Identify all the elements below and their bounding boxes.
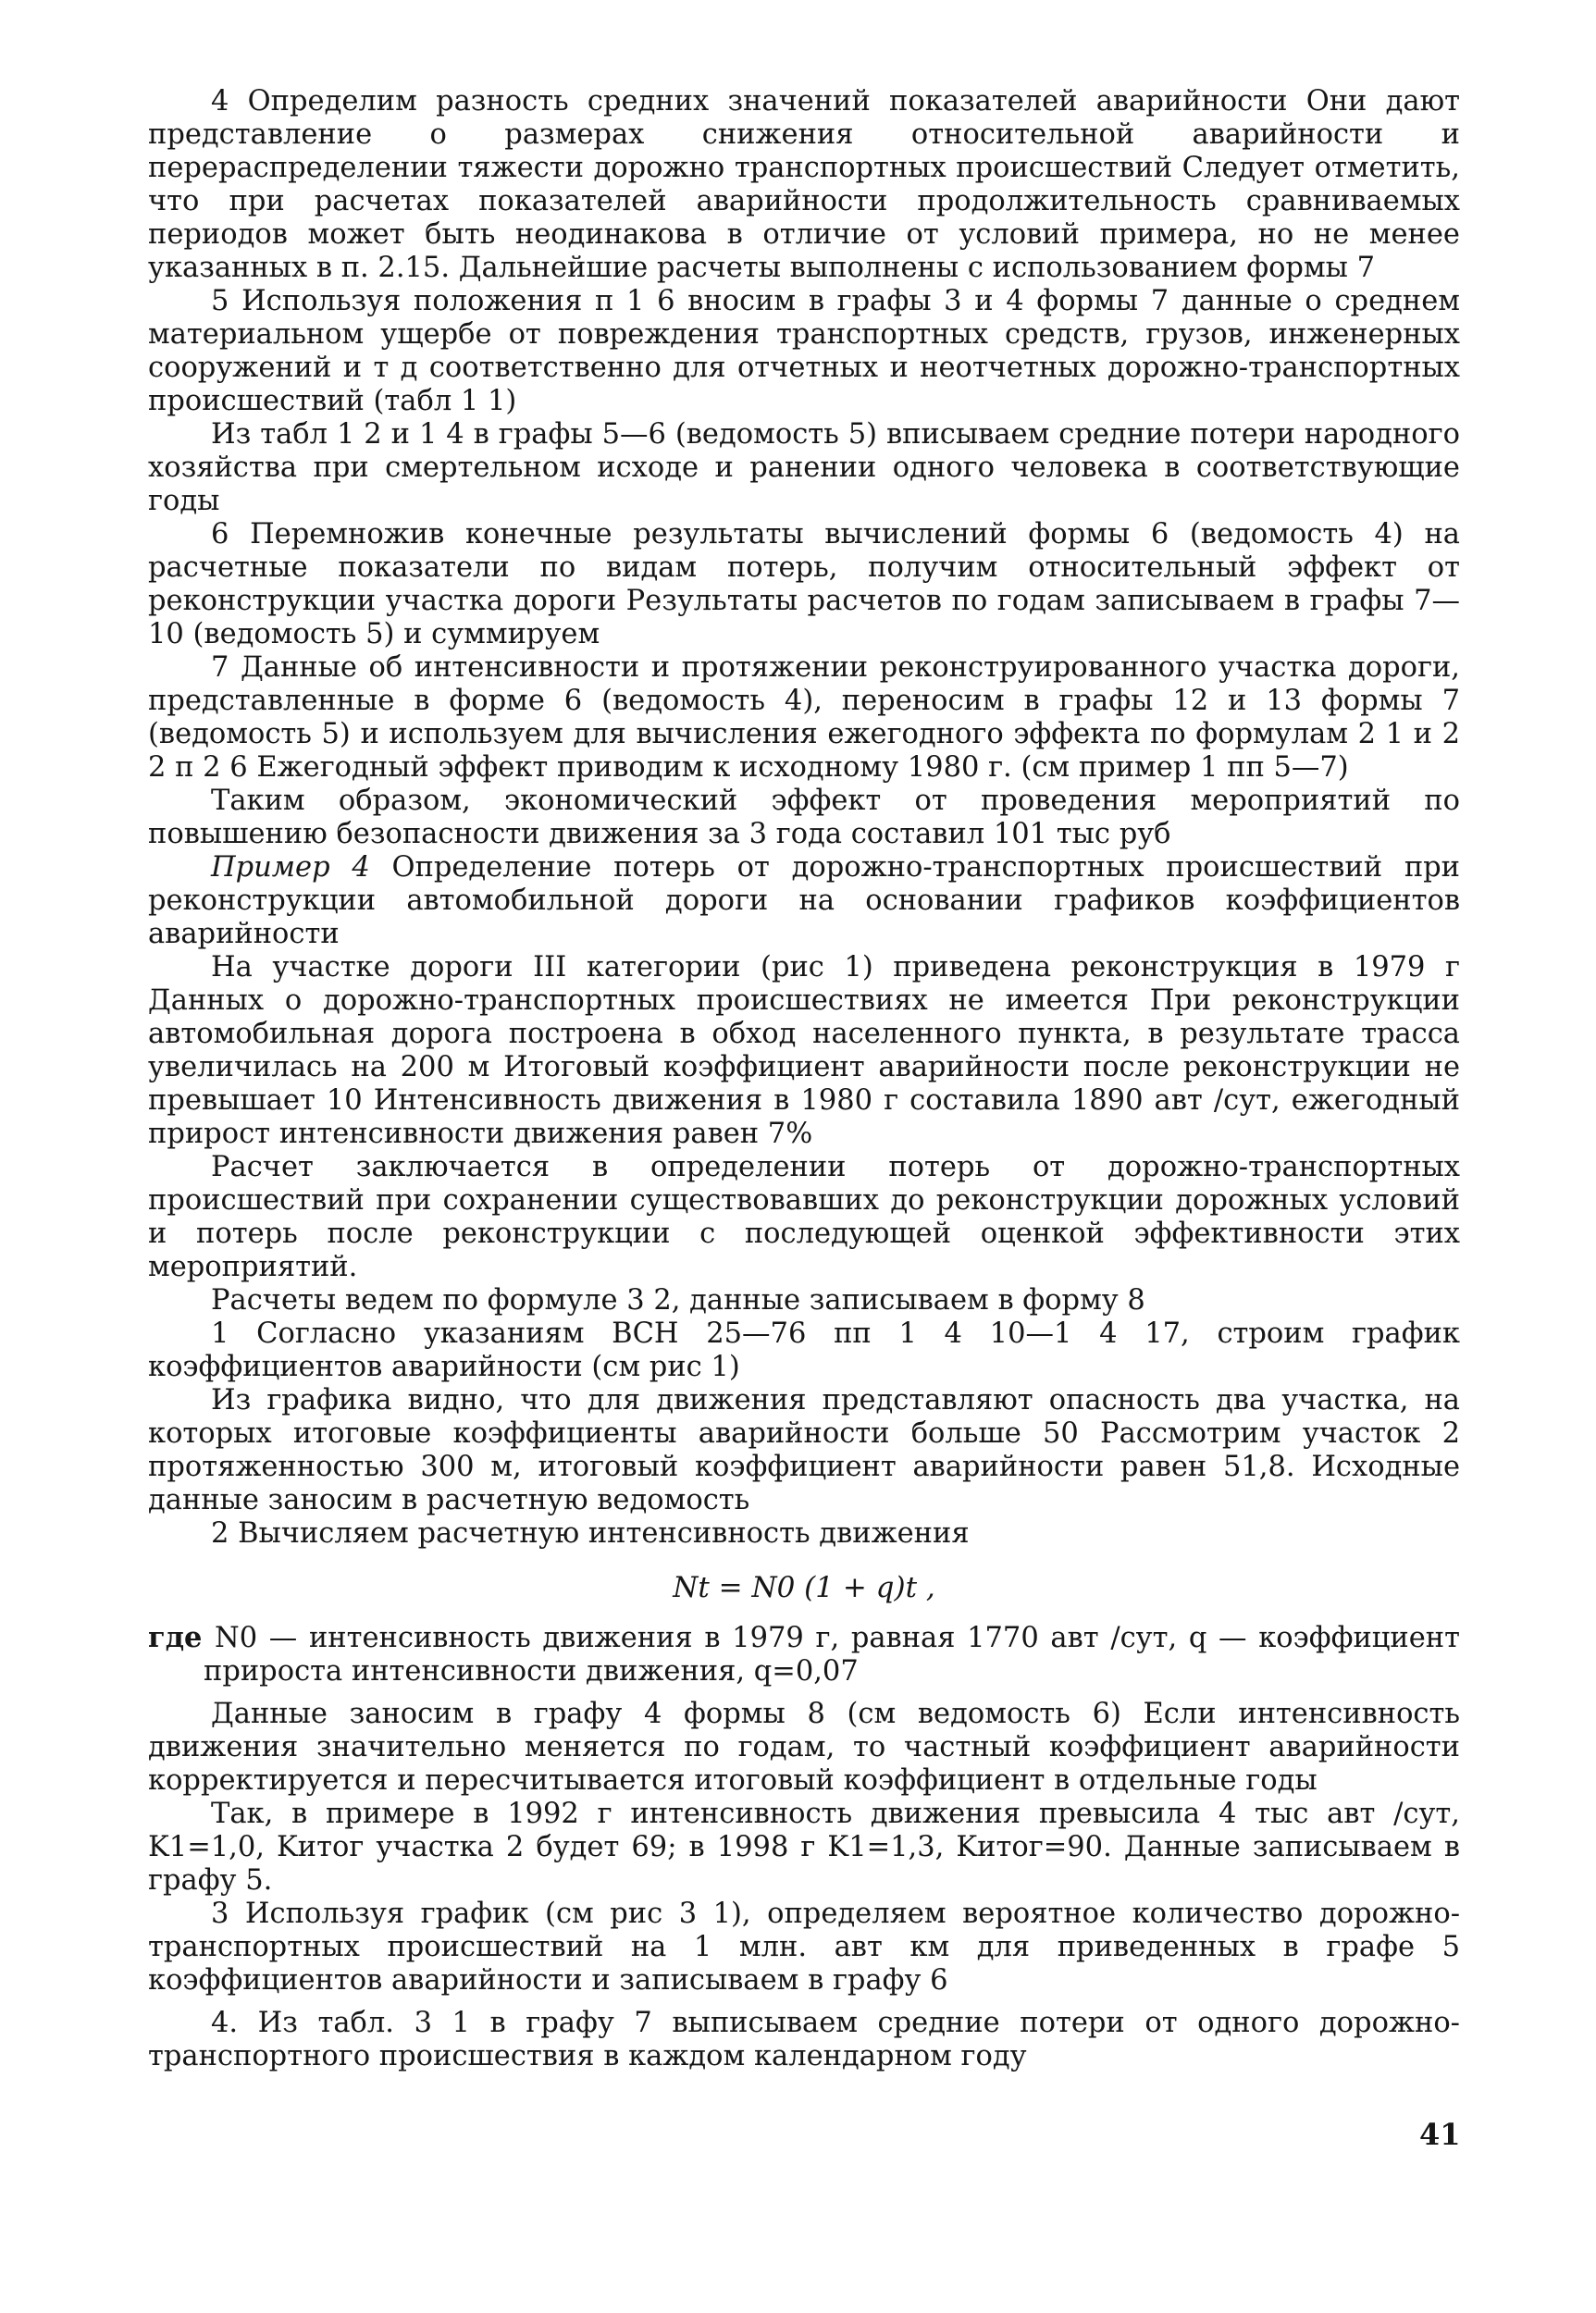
where-text: — интенсивность движения в 1979 г, равная 1770 авт /сут, q — коэффициент прироста интенсивности движения, q=0,07 <box>204 1622 1460 1688</box>
paragraph-step-4: 4 Определим разность средних значений показателей аварийности Они дают представление о размерах снижения относительной аварийности и перераспределении тяжести дорожно транспортных происшествий Следует отметить, что при расчетах показателей аварийности продолжительность сравниваемых периодов может быть неодинакова в отличие от условий примера, но не менее указанных в п. 2.15. Дальнейшие расчеты выполнены с использованием формы 7 <box>148 85 1460 284</box>
paragraph-step-1: 1 Согласно указаниям ВСН 25—76 пп 1 4 10—1 4 17, строим график коэффициентов аварийности (см рис 1) <box>148 1317 1460 1383</box>
paragraph-where <box>148 1621 1460 1688</box>
paragraph-conclusion: Таким образом, экономический эффект от проведения мероприятий по повышению безопасности движения за 3 года составил 101 тыс руб <box>148 785 1460 850</box>
paragraph-step-4-losses: 4. Из табл. 3 1 в графу 7 выписываем средние потери от одного дорожно-транспортного происшествия в каждом календарном году <box>148 2007 1460 2072</box>
paragraph-calculation: Расчет заключается в определении потерь от дорожно-транспортных происшествий при сохранении существовавших до реконструкции дорожных условий и потерь после реконструкции с последующей оценкой эффективности этих мероприятий. <box>148 1151 1460 1283</box>
paragraph-road-section: На участке дороги III категории (рис 1) приведена реконструкция в 1979 г Данных о дорожно-транспортных происшествиях не имеется При реконструкции автомобильная дорога построена в обход населенного пункта, в результате трасса увеличилась на 200 м Итоговый коэффициент аварийности после реконструкции не превышает 10 Интенсивность движения в 1980 г составила 1890 авт /сут, ежегодный прирост интенсивности движения равен 7% <box>148 951 1460 1150</box>
paragraph-step-3: 3 Используя график (см рис 3 1), определяем вероятное количество дорожно-транспортных происшествий на 1 млн. авт км для приведенных в графе 5 коэффициентов аварийности и записываем в графу 6 <box>148 1898 1460 1997</box>
paragraph-step-2: 2 Вычисляем расчетную интенсивность движения <box>211 1517 970 1550</box>
paragraph-step-5: 5 Используя положения п 1 6 вносим в графы 3 и 4 формы 7 данные о среднем материальном ущербе от повреждения транспортных средств, грузов, инженерных сооружений и т д соответственно для отчетных и неотчетных дорожно-транспортных происшествий (табл 1 1) <box>148 285 1460 417</box>
paragraph-example-4 <box>148 851 1460 951</box>
paragraph-step-7: 7 Данные об интенсивности и протяжении реконструированного участка дороги, представленные в форме 6 (ведомость 4), переносим в графы 12 и 13 формы 7 (ведомость 5) и используем для вычисления ежегодного эффекта по формулам 2 1 и 2 2 п 2 6 Ежегодный эффект приводим к исходному 1980 г. (см пример 1 пп 5—7) <box>148 651 1460 784</box>
paragraph-graph: Из графика видно, что для движения представляют опасность два участка, на которых итоговые коэффициенты аварийности больше 50 Рассмотрим участок 2 протяженностью 300 м, итоговый коэффициент аварийности равен 51,8. Исходные данные заносим в расчетную ведомость <box>148 1384 1460 1516</box>
where-n0: N0 <box>215 1622 258 1654</box>
paragraph-form-8: Данные заносим в графу 4 формы 8 (см ведомость 6) Если интенсивность движения значительно меняется по годам, то частный коэффициент аварийности корректируется и пересчитывается итоговый коэффициент в отдельные годы <box>148 1698 1460 1797</box>
page-number: 41 <box>1419 2117 1461 2152</box>
paragraph-losses-columns: Из табл 1 2 и 1 4 в графы 5—6 (ведомость 5) вписываем средние потери народного хозяйства при смертельном исходе и ранении одного человека в соответствующие годы <box>148 418 1460 517</box>
where-lead: где <box>148 1621 216 1654</box>
formula-intensity: Nt = N0 (1 + q)t , <box>673 1571 935 1604</box>
example-title: Определение потерь от дорожно-транспортных происшествий при реконструкции автомобильной дороги на основании графиков коэффициентов аварийности <box>148 851 1461 950</box>
example-label: Пример 4 <box>211 851 370 884</box>
paragraph-step-6: 6 Перемножив конечные результаты вычислений формы 6 (ведомость 4) на расчетные показатели по видам потерь, получим относительный эффект от реконструкции участка дороги Результаты расчетов по годам записываем в графы 7—10 (ведомость 5) и суммируем <box>148 518 1460 650</box>
document-page <box>148 85 1460 2073</box>
paragraph-formula-ref: Расчеты ведем по формуле 3 2, данные записываем в форму 8 <box>211 1284 1145 1317</box>
paragraph-example-years: Так, в примере в 1992 г интенсивность движения превысила 4 тыс авт /сут, K1=1,0, Kитог участка 2 будет 69; в 1998 г K1=1,3, Kитог=90. Данные записываем в графу 5. <box>148 1798 1460 1897</box>
